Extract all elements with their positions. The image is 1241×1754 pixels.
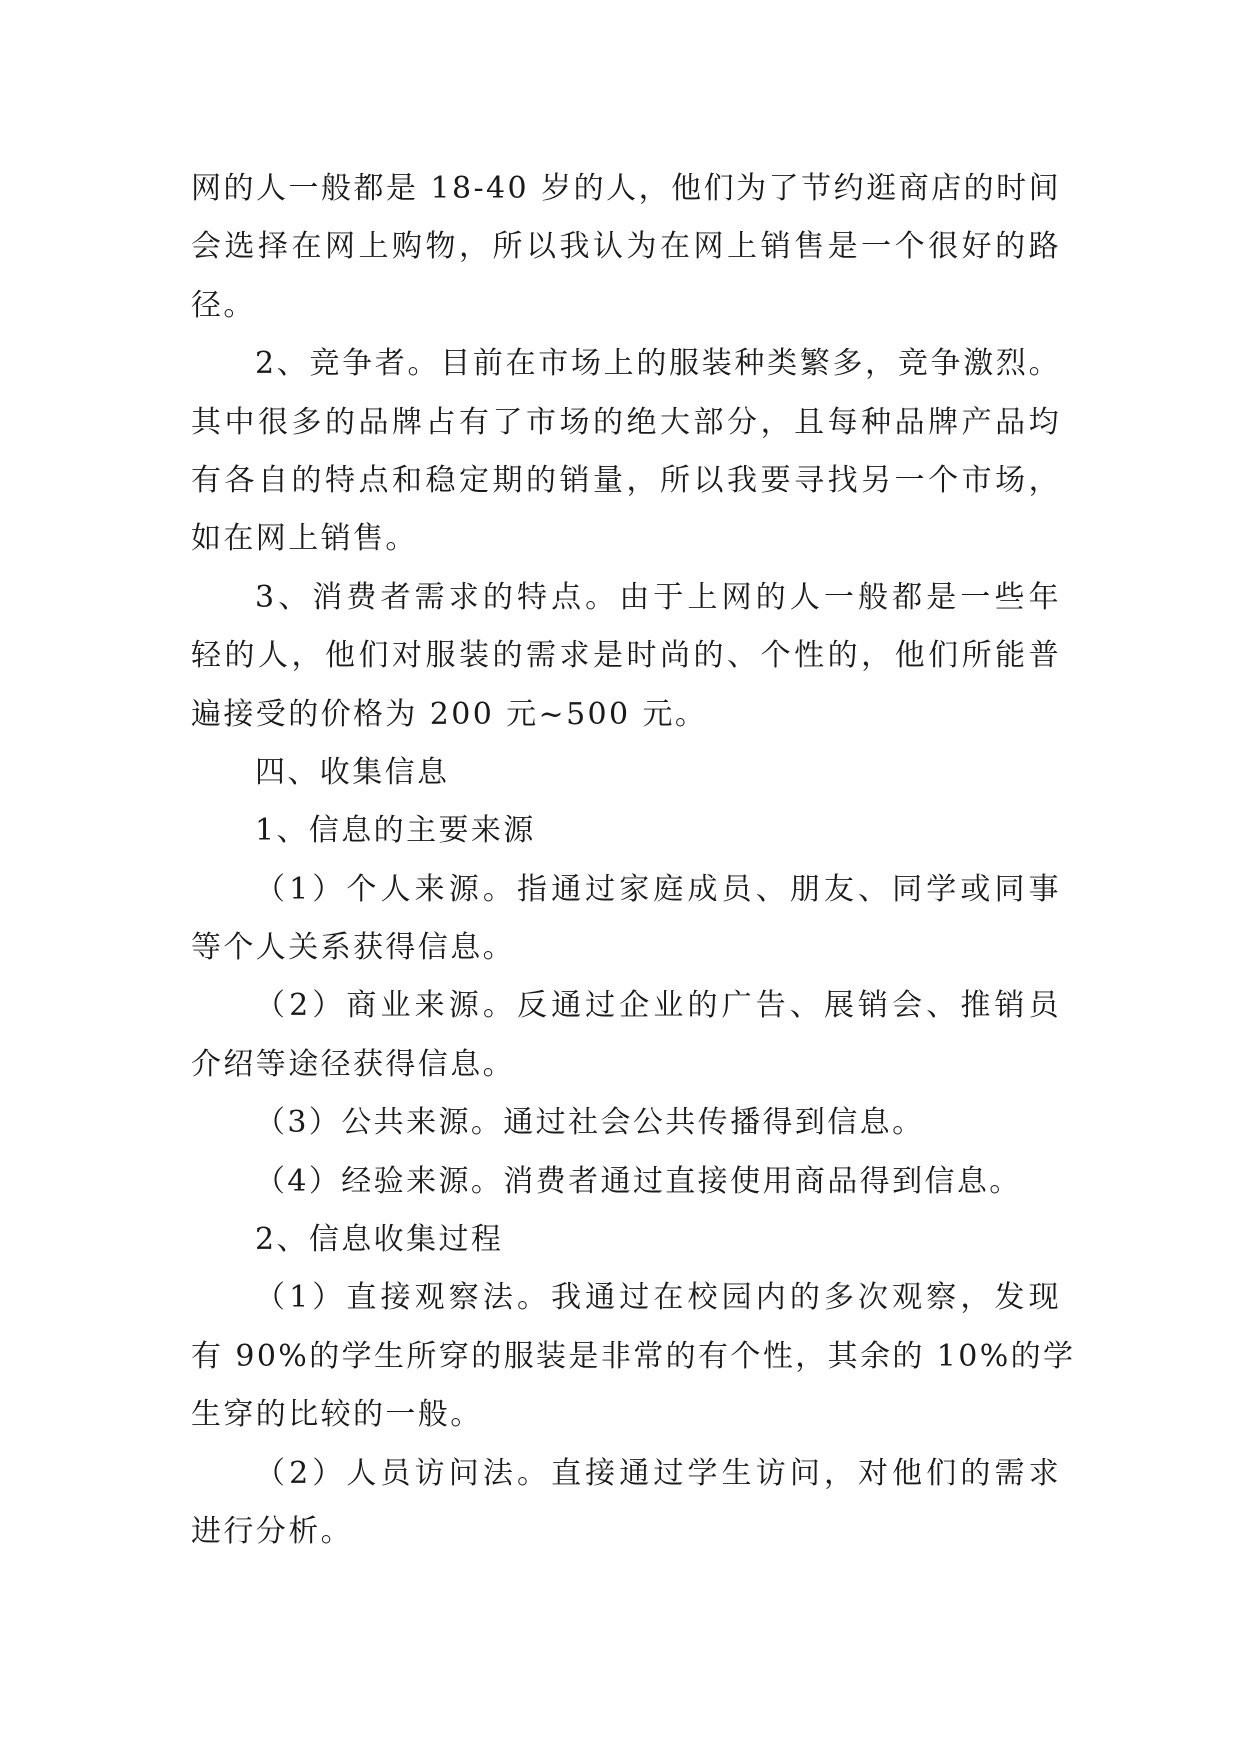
text-line: 生穿的比较的一般。 bbox=[191, 1397, 483, 1433]
text-line: 四、收集信息 bbox=[255, 754, 450, 790]
text-line: 2、信息收集过程 bbox=[255, 1222, 504, 1258]
text-line: 2、竞争者。目前在市场上的服装种类繁多，竞争激烈。 bbox=[255, 346, 1061, 382]
text-line: 1、信息的主要来源 bbox=[255, 813, 536, 849]
text-line: （2）人员访问法。直接通过学生访问，对他们的需求 bbox=[255, 1455, 1061, 1491]
text-line: （1）直接观察法。我通过在校园内的多次观察，发现 bbox=[255, 1280, 1061, 1316]
text-line: 有 90%的学生所穿的服装是非常的有个性，其余的 10%的学 bbox=[191, 1338, 1076, 1374]
text-line: （2）商业来源。反通过企业的广告、展销会、推销员 bbox=[255, 988, 1061, 1024]
text-line: 轻的人，他们对服装的需求是时尚的、个性的，他们所能普 bbox=[191, 638, 1061, 674]
text-line: （4）经验来源。消费者通过直接使用商品得到信息。 bbox=[255, 1163, 1022, 1199]
text-line: 网的人一般都是 18-40 岁的人，他们为了节约逛商店的时间 bbox=[191, 171, 1061, 206]
text-line: 介绍等途径获得信息。 bbox=[191, 1046, 515, 1082]
text-line: 进行分析。 bbox=[191, 1513, 353, 1549]
text-line: 径。 bbox=[191, 287, 256, 323]
text-line: 3、消费者需求的特点。由于上网的人一般都是一些年 bbox=[255, 579, 1061, 615]
text-line: （1）个人来源。指通过家庭成员、朋友、同学或同事 bbox=[255, 871, 1061, 907]
text-line: 如在网上销售。 bbox=[191, 521, 418, 557]
text-line: 遍接受的价格为 200 元~500 元。 bbox=[191, 696, 708, 732]
text-line: 有各自的特点和稳定期的销量，所以我要寻找另一个市场， bbox=[191, 462, 1061, 498]
text-line: 等个人关系获得信息。 bbox=[191, 930, 515, 966]
text-line: 会选择在网上购物，所以我认为在网上销售是一个很好的路 bbox=[191, 229, 1061, 265]
text-line: 其中很多的品牌占有了市场的绝大部分，且每种品牌产品均 bbox=[191, 404, 1061, 440]
text-line: （3）公共来源。通过社会公共传播得到信息。 bbox=[255, 1105, 925, 1141]
document-body bbox=[191, 160, 1076, 1561]
